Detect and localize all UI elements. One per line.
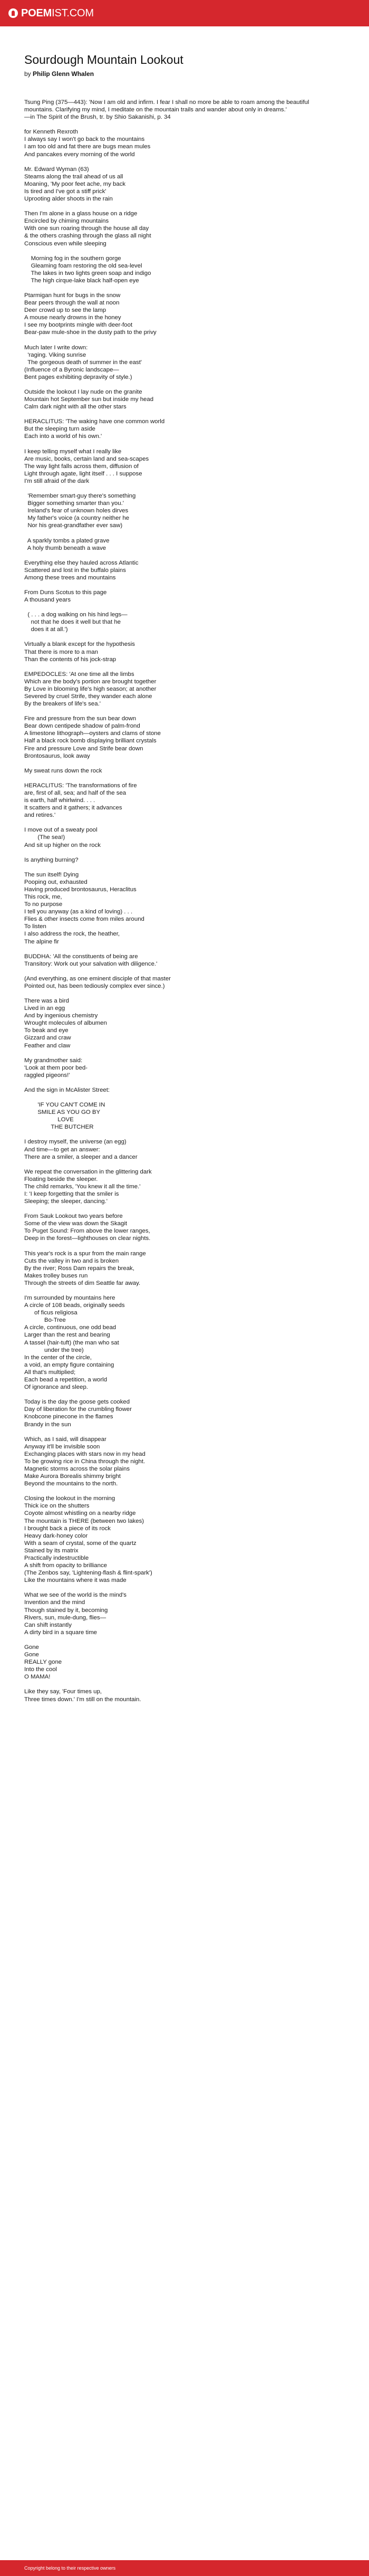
poem-line: I destroy myself, the universe (an egg) xyxy=(24,1139,127,1146)
poem-line: HERACLITUS: 'The waking have one common world xyxy=(24,418,165,425)
poem-line: I see my bootprints mingle with deer-foot xyxy=(24,322,133,329)
poem-line: (And everything, as one eminent disciple of that master xyxy=(24,975,171,982)
poem-line: Light through agate, light itself . . . I suppose xyxy=(24,470,142,477)
poem-line: Transitory: Work out your salvation with diligence.' xyxy=(24,960,158,967)
poem-line: This year's rock is a spur from the main range xyxy=(24,1250,146,1257)
poem-line: Knobcone pinecone in the flames xyxy=(24,1414,113,1420)
byline-prefix: by xyxy=(24,70,31,78)
poem-line: The way light falls across them, diffusion of xyxy=(24,463,139,470)
poem-line: 'Remember smart-guy there's something xyxy=(24,493,136,500)
poem-stanza xyxy=(24,418,330,440)
poem-line: Deer crowd up to see the lamp xyxy=(24,307,106,314)
logo-name-suffix: IST.COM xyxy=(52,7,94,19)
poem-stanza xyxy=(24,1213,330,1242)
poem-line: Cuts the valley in two and is broken xyxy=(24,1257,119,1264)
poem-line: Some of the view was down the Skagit xyxy=(24,1220,128,1227)
poem-line: Pointed out, has been tediously complex ever since.) xyxy=(24,982,165,989)
logo-name-bold: POEM xyxy=(21,7,52,19)
poem-line: Practically indestructible xyxy=(24,1555,89,1561)
poem-line: Mountain hot September sun but inside my head xyxy=(24,396,154,403)
poem-line: To beak and eye xyxy=(24,1027,69,1034)
poem-line: Fire and pressure Love and Strife bear down xyxy=(24,745,143,752)
poem-line: I keep telling myself what I really like xyxy=(24,448,122,455)
poem-line: is earth, half whirlwind. . . . xyxy=(24,797,95,804)
poem-stanza xyxy=(24,128,330,158)
poem-line: A mouse nearly drowns in the honey xyxy=(24,314,121,321)
poem-stanza xyxy=(24,1294,330,1391)
poem-line: Is tired and I've got a stiff prick' xyxy=(24,188,106,195)
poem-line: Magnetic storms across the solar plains xyxy=(24,1465,130,1472)
poem-content xyxy=(0,26,330,1703)
poem-line: Mr. Edward Wyman (63) xyxy=(24,166,89,173)
site-logo[interactable] xyxy=(8,7,94,20)
poem-line: Day of liberation for the crumbling flower xyxy=(24,1406,132,1413)
poem-line: All that's multiplied; xyxy=(24,1369,76,1376)
poem-line: Everything else they hauled across Atlantic xyxy=(24,559,139,566)
poem-stanza xyxy=(24,826,330,848)
poem-stanza xyxy=(24,1101,330,1131)
poem-line: Rivers, sun, mule-dung, flies— xyxy=(24,1614,106,1621)
poem-stanza xyxy=(24,641,330,663)
poem-stanza xyxy=(24,1168,330,1205)
poem-line: To listen xyxy=(24,923,46,930)
poem-line: Then I'm alone in a glass house on a ridge xyxy=(24,211,138,217)
poem-line: A sparkly tombs a plated grave xyxy=(24,537,110,544)
poem-line: Having produced brontosaurus, Heraclitus xyxy=(24,886,137,893)
poem-line: for Kenneth Rexroth xyxy=(24,129,78,136)
poem-line: Than the contents of his jock-strap xyxy=(24,656,116,663)
poem-line: Wrought molecules of albumen xyxy=(24,1020,107,1027)
poem-line: Which, as I said, will disappear xyxy=(24,1436,106,1443)
poem-line: In the center of the circle, xyxy=(24,1354,92,1361)
poem-line: Virtually a blank except for the hypothesis xyxy=(24,641,135,648)
poem-line: Are music, books, certain land and sea-scapes xyxy=(24,455,149,462)
poem-line: Among these trees and mountains xyxy=(24,574,116,581)
poem-line: My grandmother said: xyxy=(24,1057,83,1064)
poem-line: It scatters and it gathers; it advances xyxy=(24,805,122,812)
poem-line: Severed by cruel Strife, they wander each alone xyxy=(24,693,152,700)
poem-line: Which are the body's portion are brought together xyxy=(24,678,157,685)
poem-line: We repeat the conversation in the glittering dark xyxy=(24,1168,152,1175)
poem-line: Exchanging places with stars now in my head xyxy=(24,1451,145,1457)
poem-stanza xyxy=(24,715,330,760)
poem-line: Bigger something smarter than you.' xyxy=(24,500,124,507)
poem-line: Ptarmigan hunt for bugs in the snow xyxy=(24,292,121,299)
poem-stanza xyxy=(24,292,330,337)
poem-line: That there is more to a man xyxy=(24,648,98,655)
poem-stanza xyxy=(24,166,330,203)
poem-line: Invention and the mind xyxy=(24,1599,85,1606)
poem-line: This rock, me, xyxy=(24,893,62,900)
poem-line: And sit up higher on the rock xyxy=(24,842,101,848)
poem-line: There are a smiler, a sleeper and a dancer xyxy=(24,1153,138,1160)
poem-line: a void, an empty figure containing xyxy=(24,1361,114,1368)
poem-line: I brought back a piece of its rock xyxy=(24,1525,111,1532)
poem-line: From Sauk Lookout two years before xyxy=(24,1213,123,1220)
poem-line: Encircled by chiming mountains xyxy=(24,218,109,225)
poem-line: Sleeping; the sleeper, dancing.' xyxy=(24,1198,108,1205)
poem-line: Deep in the forest—lighthouses on clear nights. xyxy=(24,1235,151,1242)
poem-line: Fire and pressure from the sun bear down xyxy=(24,715,137,722)
poem-line: Today is the day the goose gets cooked xyxy=(24,1399,130,1406)
poem-line: Floating beside the sleeper. xyxy=(24,1176,98,1182)
poem-stanza xyxy=(24,448,330,485)
poem-line: A circle, continuous, one odd bead xyxy=(24,1324,116,1331)
poem-line: The child remarks, 'You knew it all the time.' xyxy=(24,1183,141,1190)
poem-stanza xyxy=(24,388,330,411)
poem-line: Closing the lookout in the morning xyxy=(24,1495,115,1502)
poem-line: A limestone lithograph—oysters and clams of stone xyxy=(24,730,161,737)
poem-line: I tell you anyway (as a kind of loving) . . . xyxy=(24,909,133,915)
poem-line: My sweat runs down the rock xyxy=(24,767,102,774)
poem-line: Gizzard and craw xyxy=(24,1035,71,1042)
copyright-text: Copyright belong to their respective owners xyxy=(24,2565,116,2571)
poem-line: Makes trolley buses run xyxy=(24,1272,88,1279)
poem-line: 'Look at them poor bed- xyxy=(24,1064,88,1071)
poem-line: Lived in an egg xyxy=(24,1005,65,1012)
poem-line: And pancakes every morning of the world xyxy=(24,151,135,158)
poem-line: To be growing rice in China through the night. xyxy=(24,1458,145,1465)
poem-line: I'm surrounded by mountains here xyxy=(24,1295,115,1301)
poem-line: Into the cool xyxy=(24,1666,57,1673)
poem-line: BUDDHA: 'All the constituents of being are xyxy=(24,953,138,960)
poem-line: Three times down.' I'm still on the mountain. xyxy=(24,1696,141,1703)
poem-stanza xyxy=(24,1495,330,1584)
poem-line: Coyote almost whistling on a nearby ridge xyxy=(24,1510,136,1517)
poem-line: Bear down centipede shadow of palm-frond xyxy=(24,723,140,730)
poem-line: does it at all.') xyxy=(24,626,68,633)
poem-line: Conscious even while sleeping xyxy=(24,240,106,247)
poem-line: EMPEDOCLES: 'At one time all the limbs xyxy=(24,671,134,678)
poem-line: Scattered and lost in the buffalo plains xyxy=(24,567,126,574)
poem-stanza xyxy=(24,767,330,775)
poem-line: are, first of all, sea; and half of the sea xyxy=(24,789,127,796)
poem-line: And time—to get an answer: xyxy=(24,1146,100,1153)
poem-line: Stained by its matrix xyxy=(24,1547,79,1554)
poem-line: (The Zenbos say, 'Lightening-flash & flint-spark') xyxy=(24,1570,152,1577)
poem-line: Gleaming foam restoring the old sea-level xyxy=(24,262,142,269)
poem-line: The sun itself! Dying xyxy=(24,871,79,878)
poem-line: Make Aurora Borealis shimmy bright xyxy=(24,1473,121,1480)
poem-line: Bent pages exhibiting depravity of style.) xyxy=(24,374,132,380)
poem-line: And by ingenious chemistry xyxy=(24,1013,98,1019)
poem-line: But the sleeping turn aside xyxy=(24,426,95,433)
poem-line: I always say I won't go back to the mountains xyxy=(24,136,145,143)
poem-line: 'IF YOU CAN'T COME IN xyxy=(24,1102,105,1109)
poem-line: Heavy dark-honey color xyxy=(24,1532,88,1539)
site-logo-text xyxy=(21,7,94,20)
poem-line: under the tree) xyxy=(24,1347,84,1353)
poem-stanza xyxy=(24,537,330,552)
poem-line: What we see of the world is the mind's xyxy=(24,1592,127,1599)
poem-line: Ireland's fear of unknown holes dirves xyxy=(24,508,129,514)
poem-line: The lakes in two lights green soap and indigo xyxy=(24,270,151,276)
poem-line: of ficus religiosa xyxy=(24,1310,77,1316)
poem-line: With one sun roaring through the house all day xyxy=(24,225,149,232)
poem-line: REALLY gone xyxy=(24,1659,62,1666)
poem-byline xyxy=(24,70,330,78)
poem-line: Steams along the trail ahead of us all xyxy=(24,173,123,180)
poem-line: and retires.' xyxy=(24,812,56,819)
poem-stanza xyxy=(24,210,330,247)
poem-stanza xyxy=(24,1398,330,1428)
poem-line: Larger than the rest and bearing xyxy=(24,1332,110,1339)
footer-bar xyxy=(0,2560,369,2576)
poem-line: By the river; Ross Dam repairs the break, xyxy=(24,1265,134,1272)
poem-line: SMILE AS YOU GO BY xyxy=(24,1109,101,1116)
poem-line: Morning fog in the southern gorge xyxy=(24,255,121,262)
poem-line: Gone xyxy=(24,1652,39,1658)
poem-stanza xyxy=(24,782,330,819)
poem-line: A circle of 108 beads, originally seeds xyxy=(24,1302,125,1309)
poem-line: THE BUTCHER xyxy=(24,1124,94,1131)
poem-line: Much later I write down: xyxy=(24,344,88,351)
poem-line: Gone xyxy=(24,1644,39,1650)
poem-line: Brontosaurus, look away xyxy=(24,752,90,759)
poem-line: Like they say, 'Four times up, xyxy=(24,1688,102,1695)
poem-line: With a seam of crystal, some of the quartz xyxy=(24,1540,137,1547)
poem-stanza xyxy=(24,559,330,581)
poem-line: The high cirque-lake black half-open eye xyxy=(24,277,139,284)
poem-line: raggled pigeons!' xyxy=(24,1072,70,1079)
poem-line: I also address the rock, the heather, xyxy=(24,931,120,938)
poem-line: A shift from opacity to brilliance xyxy=(24,1562,108,1569)
poem-line: I: 'I keep forgetting that the smiler is xyxy=(24,1190,119,1197)
poem-stanza xyxy=(24,856,330,864)
poemist-logo-icon xyxy=(8,8,18,18)
author-link[interactable]: Philip Glenn Whalen xyxy=(33,70,94,78)
poem-line: O MAMA! xyxy=(24,1674,51,1681)
poem-line: Each bead a repetition, a world xyxy=(24,1377,108,1384)
poem-stanza xyxy=(24,997,330,1050)
poem-line: Uprooting alder shoots in the rain xyxy=(24,196,113,203)
poem-stanza xyxy=(24,492,330,529)
poem-line: Feather and claw xyxy=(24,1042,71,1049)
poem-line: Nor his great-grandfather ever saw) xyxy=(24,522,123,529)
poem-line: The mountain is THERE (between two lakes) xyxy=(24,1518,144,1524)
poem-line: To no purpose xyxy=(24,901,63,908)
poem-line: Can shift instantly xyxy=(24,1621,72,1628)
top-bar xyxy=(0,0,369,26)
poem-line: Moaning, 'My poor feet ache, my back xyxy=(24,180,126,187)
poem-line: LOVE xyxy=(24,1117,74,1123)
poem-line: Flies & other insects come from miles around xyxy=(24,916,144,923)
poem-line: A holy thumb beneath a wave xyxy=(24,545,106,551)
poem-stanza xyxy=(24,975,330,990)
poem-line: A tassel (hair-tuft) (the man who sat xyxy=(24,1339,119,1346)
poem-stanza xyxy=(24,671,330,708)
poem-stanza xyxy=(24,1138,330,1160)
poem-line: I am too old and fat there are bugs mean mules xyxy=(24,144,151,150)
poem-line: —in The Spirit of the Brush, tr. by Shio Sakanishi, p. 34 xyxy=(24,114,171,121)
poem-line: Is anything burning? xyxy=(24,856,79,863)
poem-stanza xyxy=(24,1057,330,1079)
poem-line: (The sea!) xyxy=(24,834,65,841)
poem-line: Half a black rock bomb displaying brilliant crystals xyxy=(24,738,157,745)
poem-line: The alpine fir xyxy=(24,938,59,945)
poem-line: The gorgeous death of summer in the east' xyxy=(24,359,142,366)
poem-line: Through the streets of dim Seattle far away. xyxy=(24,1280,141,1286)
poem-line: Bo-Tree xyxy=(24,1317,66,1324)
poem-line: To Puget Sound: From above the lower ranges, xyxy=(24,1228,150,1235)
poem-stanza xyxy=(24,344,330,381)
poem-line: From Duns Scotus to this page xyxy=(24,589,107,596)
poem-stanza xyxy=(24,611,330,633)
poem-line: My father's voice (a country neither he xyxy=(24,515,130,522)
poem-line: Brandy in the sun xyxy=(24,1421,71,1428)
poem-stanza xyxy=(24,1591,330,1636)
poem-line: not that he does it well but that he xyxy=(24,619,121,626)
poem-body xyxy=(24,99,330,1703)
poem-line: ( . . . a dog walking on his hind legs— xyxy=(24,612,128,618)
poem-stanza xyxy=(24,1688,330,1703)
poem-line: And the sign in McAlister Street: xyxy=(24,1086,110,1093)
poem-line: Anyway it'll be invisible soon xyxy=(24,1443,100,1450)
poem-line: I'm still afraid of the dark xyxy=(24,478,90,484)
poem-line: By Love in blooming life's high season; at another xyxy=(24,685,157,692)
poem-line: Beyond the mountains to the north. xyxy=(24,1481,118,1487)
poem-stanza xyxy=(24,871,330,946)
poem-stanza xyxy=(24,1086,330,1094)
poem-line: Tsung Ping (375—443): 'Now I am old and infirm. I fear I shall no more be able to roam among the beautiful mountains. Clarifying my mind, I meditate on the mountain trails and wander about only in dreams.' xyxy=(24,99,309,113)
poem-line: Pooping out, exhausted xyxy=(24,879,88,885)
poem-stanza xyxy=(24,1250,330,1287)
poem-line: Bear peers through the wall at noon xyxy=(24,300,120,307)
poem-stanza xyxy=(24,953,330,968)
poem-line: Like the mountains where it was made xyxy=(24,1577,127,1584)
poem-line: Bear-paw mule-shoe in the dusty path to the privy xyxy=(24,329,157,336)
poem-stanza xyxy=(24,1644,330,1681)
poem-line: HERACLITUS: 'The transformations of fire xyxy=(24,782,137,789)
poem-stanza xyxy=(24,99,330,121)
poem-line: A thousand years xyxy=(24,597,71,604)
poem-line: & the others crashing through the glass all night xyxy=(24,233,151,240)
poem-stanza xyxy=(24,589,330,604)
poem-line: Outside the lookout I lay nude on the granite xyxy=(24,389,142,395)
poem-line: By the breakers of life's sea.' xyxy=(24,701,101,708)
poem-line: Thick ice on the shutters xyxy=(24,1503,90,1510)
poem-line: Each into a world of his own.' xyxy=(24,433,102,440)
poem-line: A dirty bird in a square time xyxy=(24,1629,98,1636)
poem-line: I move out of a sweaty pool xyxy=(24,827,98,834)
poem-line: (Influence of a Byronic landscape— xyxy=(24,366,119,373)
poem-line: Calm dark night with all the other stars xyxy=(24,404,127,411)
poem-title: Sourdough Mountain Lookout xyxy=(24,53,183,66)
poem-line: Of ignorance and sleep. xyxy=(24,1384,88,1391)
poem-line: Though stained by it, becoming xyxy=(24,1607,108,1614)
poem-stanza xyxy=(24,255,330,284)
poem-line: There was a bird xyxy=(24,998,69,1004)
poem-line: 'raging. Viking sunrise xyxy=(24,351,86,358)
poem-stanza xyxy=(24,1436,330,1488)
